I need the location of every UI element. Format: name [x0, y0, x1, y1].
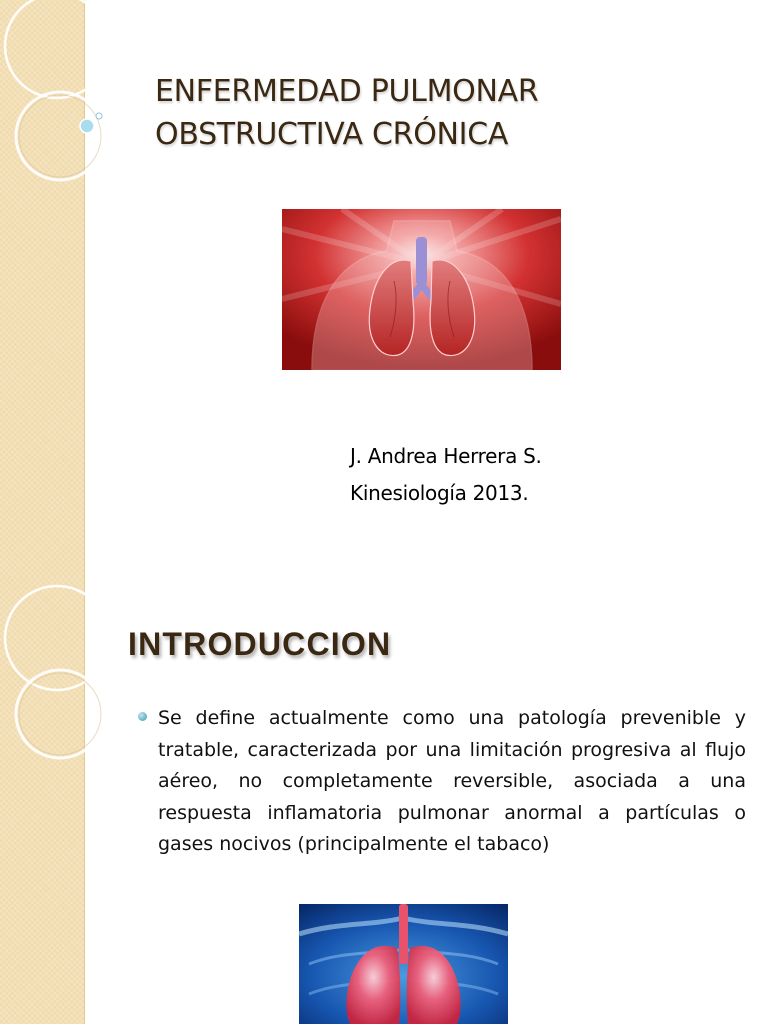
bullet-text: Se define actualmente como una patología prevenible y tratable, caracterizada por una limitación progresiva al flujo aéreo, no completamente reversible, asociada a una respuesta inflamatoria pulmonar anormal a partículas o gases nocivos (principalmente el tabaco) — [158, 707, 746, 855]
title-line-2: OBSTRUCTIVA CRÓNICA — [155, 117, 509, 152]
lungs-illustration-blue — [299, 904, 508, 1024]
author-course: Kinesiología 2013. — [350, 481, 529, 505]
lungs-illustration-red — [282, 209, 561, 370]
slide-title-text — [155, 70, 715, 156]
author-block — [350, 438, 542, 512]
section-heading: INTRODUCCION — [128, 626, 392, 662]
slide-introduction — [0, 576, 768, 1024]
title-line-1: ENFERMEDAD PULMONAR — [155, 74, 539, 109]
bullet-dot-icon — [138, 712, 147, 721]
author-name: J. Andrea Herrera S. — [350, 444, 542, 468]
bullet-item — [138, 703, 746, 861]
